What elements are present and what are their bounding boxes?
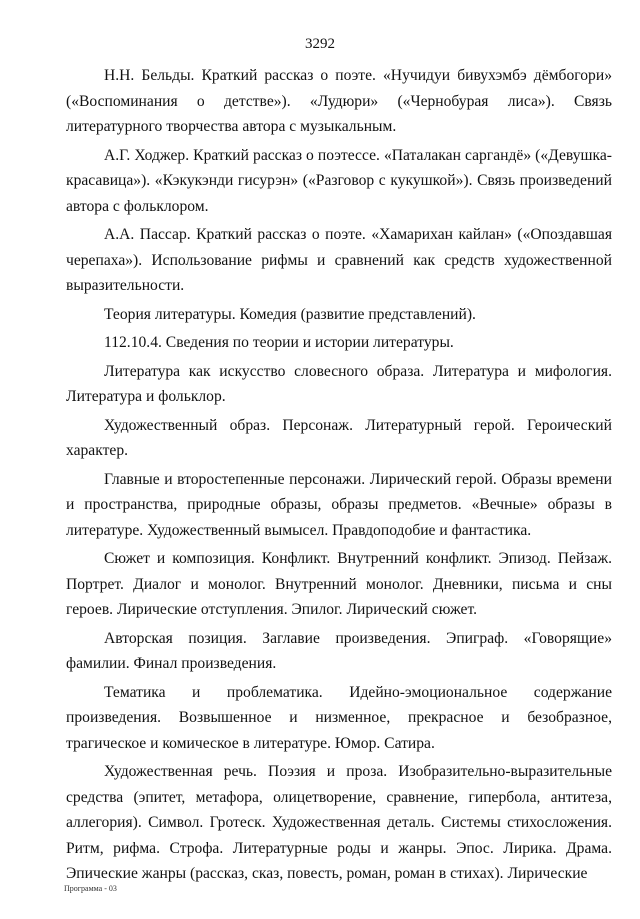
paragraph-author-position: Авторская позиция. Заглавие произведения. Эпиграф. «Говорящие» фамилии. Финал произведения.	[66, 629, 612, 672]
page-footer: Программа - 03	[64, 884, 117, 893]
paragraph-artistic-speech: Художественная речь. Поэзия и проза. Изобразительно-выразительные средства (эпитет, метафора, олицетворение, сравнение, гипербола, антитеза, аллегория). Символ. Гротеск. Художественная деталь. Системы стихосложения. Ритм, рифма. Строфа. Литературные роды и жанры. Эпос. Лирика. Драма. Эпические жанры (рассказ, сказ, повесть, роман, роман в стихах). Лирические	[66, 763, 612, 882]
paragraph-beldy: Н.Н. Бельды. Краткий рассказ о поэте. «Нучидуи бивухэмбэ дёмбогори» («Воспоминания о детстве»). «Лудюри» («Чернобурая лиса»). Связь литературного творчества автора с музыкальным.	[66, 67, 612, 135]
paragraph-khodzher: А.Г. Ходжер. Краткий рассказ о поэтессе. «Паталакан саргандё» («Девушка-красавица»). «Кэкукэнди гисурэн» («Разговор с кукушкой»). Связь произведений автора с фольклором.	[66, 146, 612, 215]
paragraph-characters: Главные и второстепенные персонажи. Лирический герой. Образы времени и пространства, природные образы, образы предметов. «Вечные» образы в литературе. Художественный вымысел. Правдоподобие и фантастика.	[66, 470, 612, 539]
document-body	[66, 63, 612, 890]
paragraph-literary-theory: Теория литературы. Комедия (развитие представлений).	[104, 305, 476, 323]
paragraph-artistic-image: Художественный образ. Персонаж. Литературный герой. Героический характер.	[66, 416, 612, 459]
page-number: 3292	[305, 36, 335, 52]
paragraph-themes: Тематика и проблематика. Идейно-эмоциональное содержание произведения. Возвышенное и низменное, прекрасное и безобразное, трагическое и комическое в литературе. Юмор. Сатира.	[66, 683, 612, 752]
section-heading-112-10-4: 112.10.4. Сведения по теории и истории литературы.	[104, 334, 454, 351]
paragraph-plot-composition: Сюжет и композиция. Конфликт. Внутренний конфликт. Эпизод. Пейзаж. Портрет. Диалог и монолог. Внутренний монолог. Дневники, письма и сны героев. Лирические отступления. Эпилог. Лирический сюжет.	[66, 550, 612, 618]
paragraph-literature-art: Литература как искусство словесного образа. Литература и мифология. Литература и фольклор.	[66, 362, 612, 405]
paragraph-passar: А.А. Пассар. Краткий рассказ о поэте. «Хамарихан кайлан» («Опоздавшая черепаха»). Использование рифмы и сравнений как средств художественной выразительности.	[66, 226, 612, 294]
